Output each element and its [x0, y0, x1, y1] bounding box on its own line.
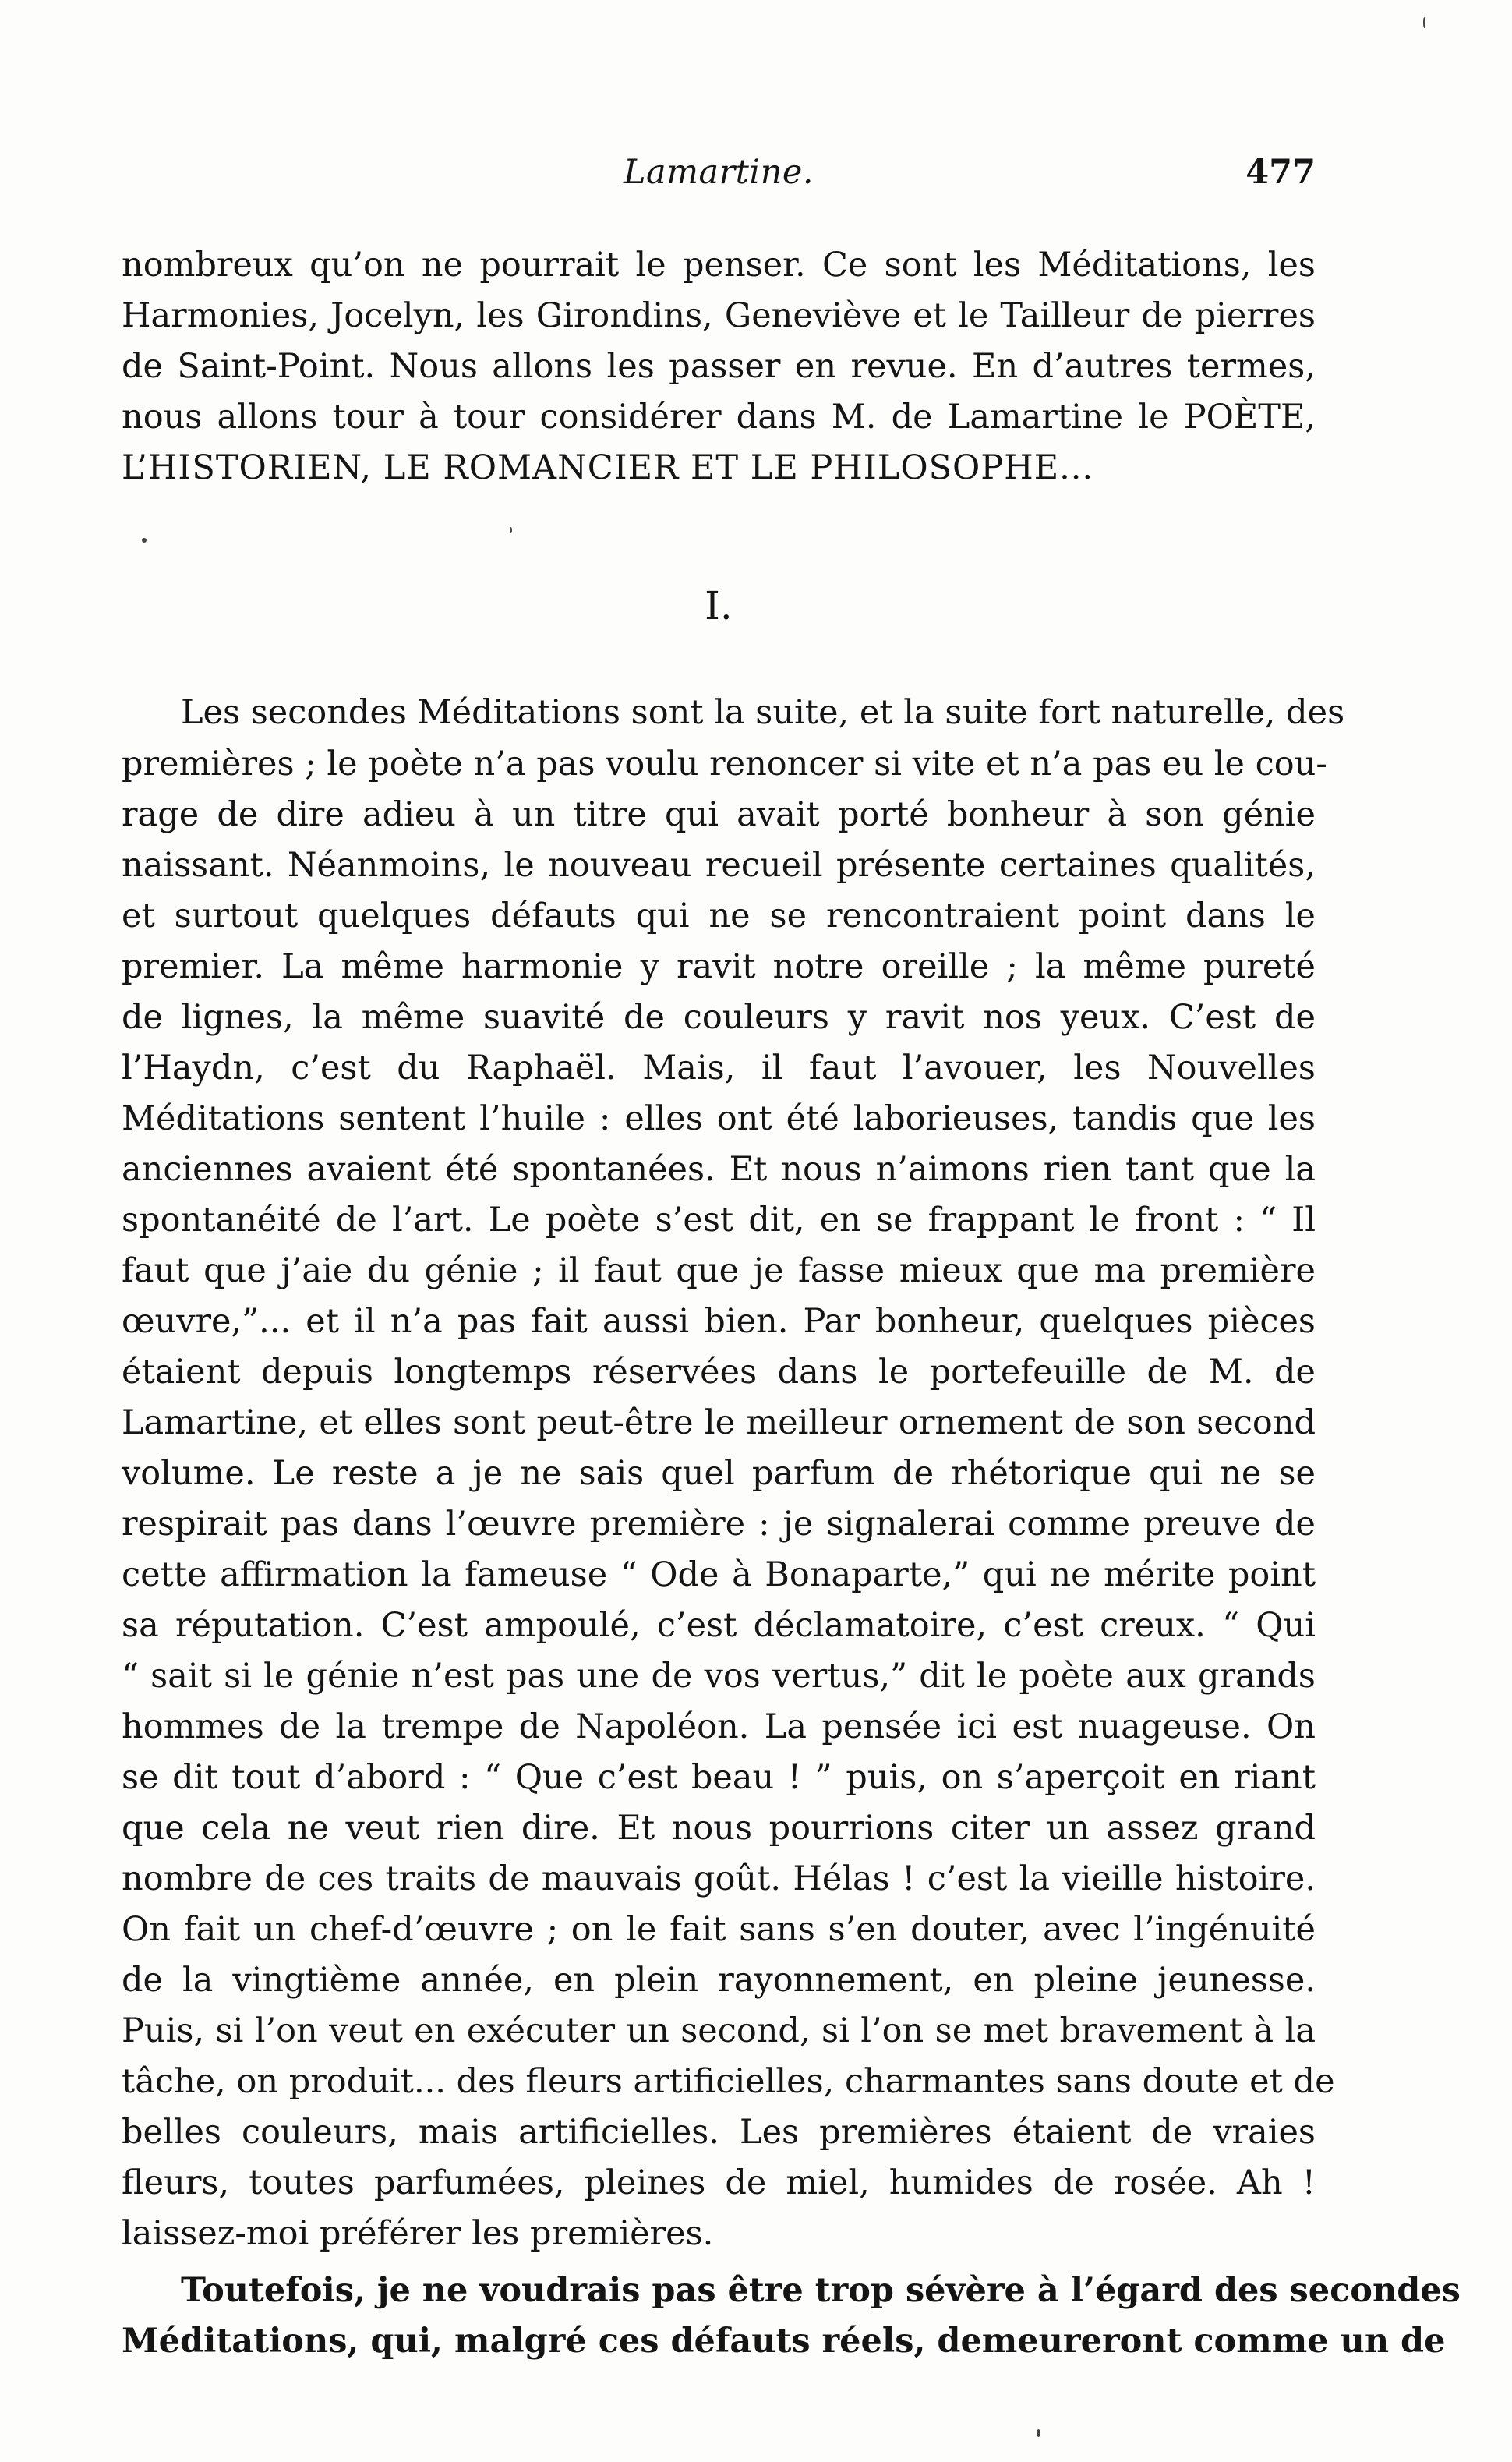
page-number: 477: [1245, 153, 1316, 192]
scan-speck: [510, 527, 512, 533]
body-line-24: nombre de ces traits de mauvais goût. Hélas ! c’est la vieille histoire.: [122, 1859, 1316, 1898]
scan-speck: [1037, 2429, 1040, 2437]
scan-speck: [142, 538, 147, 543]
body-line-31: laissez-moi préférer les premières.: [122, 2214, 714, 2253]
body-line-18: cette affirmation la fameuse “ Ode à Bonaparte,” qui ne mérite point: [122, 1555, 1316, 1594]
body-line-28: tâche, on produit... des fleurs artificielles, charmantes sans doute et de: [122, 2062, 1335, 2101]
body-line-12: faut que j’aie du génie ; il faut que je fasse mieux que ma première: [122, 1251, 1316, 1290]
body-line-11: spontanéité de l’art. Le poète s’est dit, en se frappant le front : “ Il: [122, 1201, 1316, 1240]
body-line-20: “ sait si le génie n’est pas une de vos vertus,” dit le poète aux grands: [122, 1657, 1316, 1696]
body-line-27: Puis, si l’on veut en exécuter un second, si l’on se met bravement à la: [122, 2011, 1316, 2050]
body-line-13: œuvre,”... et il n’a pas fait aussi bien. Par bonheur, quelques pièces: [122, 1302, 1316, 1341]
body-line-25: On fait un chef-d’œuvre ; on le fait sans s’en douter, avec l’ingénuité: [122, 1910, 1316, 1949]
body-line-2: premières ; le poète n’a pas voulu renoncer si vite et n’a pas eu le cou-: [122, 745, 1327, 784]
body-line-7: de lignes, la même suavité de couleurs y ravit nos yeux. C’est de: [122, 998, 1316, 1037]
intro-line-4: nous allons tour à tour considérer dans M. de Lamartine le POÈTE,: [122, 398, 1316, 437]
body-line-9: Méditations sentent l’huile : elles ont été laborieuses, tandis que les: [122, 1099, 1316, 1138]
body-line-17: respirait pas dans l’œuvre première : je signalerai comme preuve de: [122, 1505, 1316, 1544]
closing-line-2: Méditations, qui, malgré ces défauts réels, demeureront comme un de: [122, 2322, 1446, 2361]
running-header: [122, 153, 1316, 207]
body-line-22: se dit tout d’abord : “ Que c’est beau ! ” puis, on s’aperçoit en riant: [122, 1758, 1316, 1797]
intro-line-5: L’HISTORIEN, LE ROMANCIER ET LE PHILOSOPHE...: [122, 448, 1094, 487]
body-line-1: Les secondes Méditations sont la suite, et la suite fort naturelle, des: [181, 693, 1345, 732]
body-line-10: anciennes avaient été spontanées. Et nous n’aimons rien tant que la: [122, 1150, 1316, 1189]
body-line-14: étaient depuis longtemps réservées dans le portefeuille de M. de: [122, 1353, 1316, 1392]
body-line-3: rage de dire adieu à un titre qui avait porté bonheur à son génie: [122, 795, 1316, 834]
section-heading: I.: [705, 583, 733, 628]
body-line-16: volume. Le reste a je ne sais quel parfum de rhétorique qui ne se: [122, 1454, 1316, 1493]
body-line-6: premier. La même harmonie y ravit notre oreille ; la même pureté: [122, 947, 1316, 986]
intro-line-2: Harmonies, Jocelyn, les Girondins, Geneviève et le Tailleur de pierres: [122, 296, 1316, 335]
running-title: Lamartine.: [624, 153, 814, 192]
intro-line-3: de Saint-Point. Nous allons les passer en revue. En d’autres termes,: [122, 347, 1316, 386]
body-line-8: l’Haydn, c’est du Raphaël. Mais, il faut l’avouer, les Nouvelles: [122, 1049, 1316, 1088]
body-line-30: fleurs, toutes parfumées, pleines de miel, humides de rosée. Ah !: [122, 2163, 1316, 2202]
body-line-23: que cela ne veut rien dire. Et nous pourrions citer un assez grand: [122, 1809, 1316, 1848]
body-line-21: hommes de la trempe de Napoléon. La pensée ici est nuageuse. On: [122, 1707, 1316, 1746]
body-line-15: Lamartine, et elles sont peut-être le meilleur ornement de son second: [122, 1403, 1316, 1442]
body-line-29: belles couleurs, mais artificielles. Les premières étaient de vraies: [122, 2113, 1316, 2152]
scan-speck: [1423, 17, 1425, 28]
body-line-4: naissant. Néanmoins, le nouveau recueil présente certaines qualités,: [122, 846, 1316, 885]
intro-line-1: nombreux qu’on ne pourrait le penser. Ce sont les Méditations, les: [122, 246, 1316, 285]
closing-line-1: Toutefois, je ne voudrais pas être trop sévère à l’égard des secondes: [181, 2271, 1461, 2310]
body-line-19: sa réputation. C’est ampoulé, c’est déclamatoire, c’est creux. “ Qui: [122, 1606, 1316, 1645]
body-line-26: de la vingtième année, en plein rayonnement, en pleine jeunesse.: [122, 1961, 1316, 2000]
body-line-5: et surtout quelques défauts qui ne se rencontraient point dans le: [122, 897, 1316, 936]
